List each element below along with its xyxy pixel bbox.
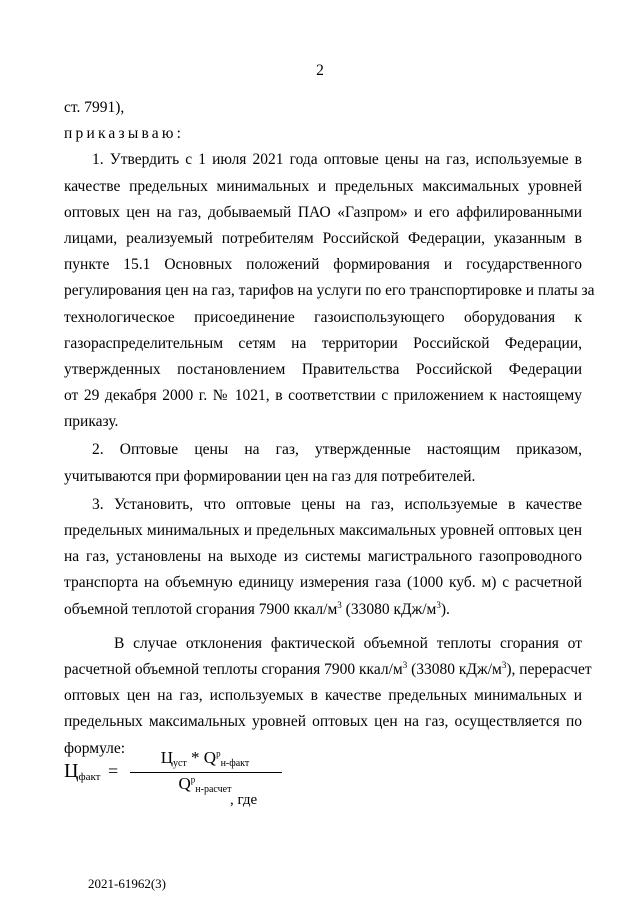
formula-subscript: н-расчет <box>195 784 232 795</box>
text-line <box>64 597 582 623</box>
text-line: пункте 15.1 Основных положений формирования и государственного <box>64 256 582 274</box>
formula-symbol: Q <box>178 774 191 793</box>
document-body <box>64 95 595 762</box>
text-line: 2. Оптовые цены на газ, утвержденные настоящим приказом, <box>92 441 582 459</box>
formula-symbol: Ц <box>160 748 173 767</box>
formula-superscript: р <box>190 774 196 785</box>
text-fragment: (33080 кДж/м <box>341 600 437 618</box>
formula-symbol: Q <box>203 748 217 767</box>
text-line: учитываются при формировании цен на газ для потребителей. <box>64 467 476 485</box>
formula-equals: = <box>108 761 119 781</box>
formula-denominator <box>130 774 280 795</box>
text-line: оптовых цен на газ, добываемый ПАО «Газпром» и его аффилированными <box>64 203 582 221</box>
text-line: утвержденных постановлением Правительства Российской Федерации <box>64 360 582 378</box>
formula-where: , где <box>230 792 258 808</box>
text-fragment: (33080 кДж/м <box>407 660 502 678</box>
text-line: приказу. <box>64 413 119 431</box>
formula-subscript: факт <box>78 771 101 783</box>
text-line: предельных минимальных и предельных максимальных уровней оптовых цен <box>64 522 582 539</box>
text-line: на газ, установлены на выходе из системы магистрального газопроводного <box>64 548 582 566</box>
text-line: предельных максимальных уровней оптовых цен на газ, осуществляется по <box>64 713 582 731</box>
formula-symbol: Ц <box>64 760 79 782</box>
text-fragment: ). <box>440 600 450 618</box>
formula-subscript: уст <box>172 758 187 769</box>
text-line: регулирования цен на газ, тарифов на услуги по его транспортировке и платы за <box>64 282 595 300</box>
order-word: приказываю: <box>64 125 185 143</box>
text-line: лицами, реализуемый потребителям Российской Федерации, указанным в <box>64 229 582 247</box>
text-line: формуле: <box>64 739 126 757</box>
formula-superscript: р <box>216 748 221 759</box>
text-line: 1. Утвердить с 1 июля 2021 года оптовые цены на газ, используемые в <box>92 151 582 169</box>
text-fragment: ), перерасчет <box>506 660 592 678</box>
text-line: транспорта на объемную единицу измерения газа (1000 куб. м) с расчетной <box>64 574 582 592</box>
formula-subscript: н-факт <box>220 758 250 769</box>
text-line: В случае отклонения фактической объемной теплоты сгорания от <box>114 634 582 652</box>
text-fragment: расчетной объемной теплоты сгорания 7900 ккал/м <box>64 660 403 678</box>
formula-operator: * <box>191 748 200 767</box>
text-line: ст. 7991), <box>64 99 125 116</box>
text-line: от 29 декабря 2000 г. № 1021, в соответствии с приложением к настоящему <box>64 387 582 405</box>
page-number: 2 <box>316 62 324 79</box>
formula-numerator <box>130 748 280 769</box>
text-line: 3. Установить, что оптовые цены на газ, используемые в качестве <box>92 495 582 513</box>
text-line: технологическое присоединение газоиспользующего оборудования к <box>64 308 582 326</box>
text-fragment: объемной теплотой сгорания 7900 ккал/м <box>64 600 338 618</box>
text-line: оптовых цен на газ, используемых в качестве предельных минимальных и <box>64 687 582 705</box>
superscript: 3 <box>501 659 507 670</box>
text-line: качестве предельных минимальных и предельных максимальных уровней <box>64 177 582 195</box>
superscript: 3 <box>337 599 342 610</box>
superscript: 3 <box>436 599 441 610</box>
superscript: 3 <box>402 659 408 670</box>
fraction-bar <box>130 772 282 773</box>
price-formula <box>64 748 364 818</box>
formula-lhs <box>64 760 100 783</box>
text-line <box>64 657 592 683</box>
document-code: 2021-61962(3) <box>88 876 166 891</box>
text-line: газораспределительным сетям на территории Российской Федерации, <box>64 334 582 352</box>
